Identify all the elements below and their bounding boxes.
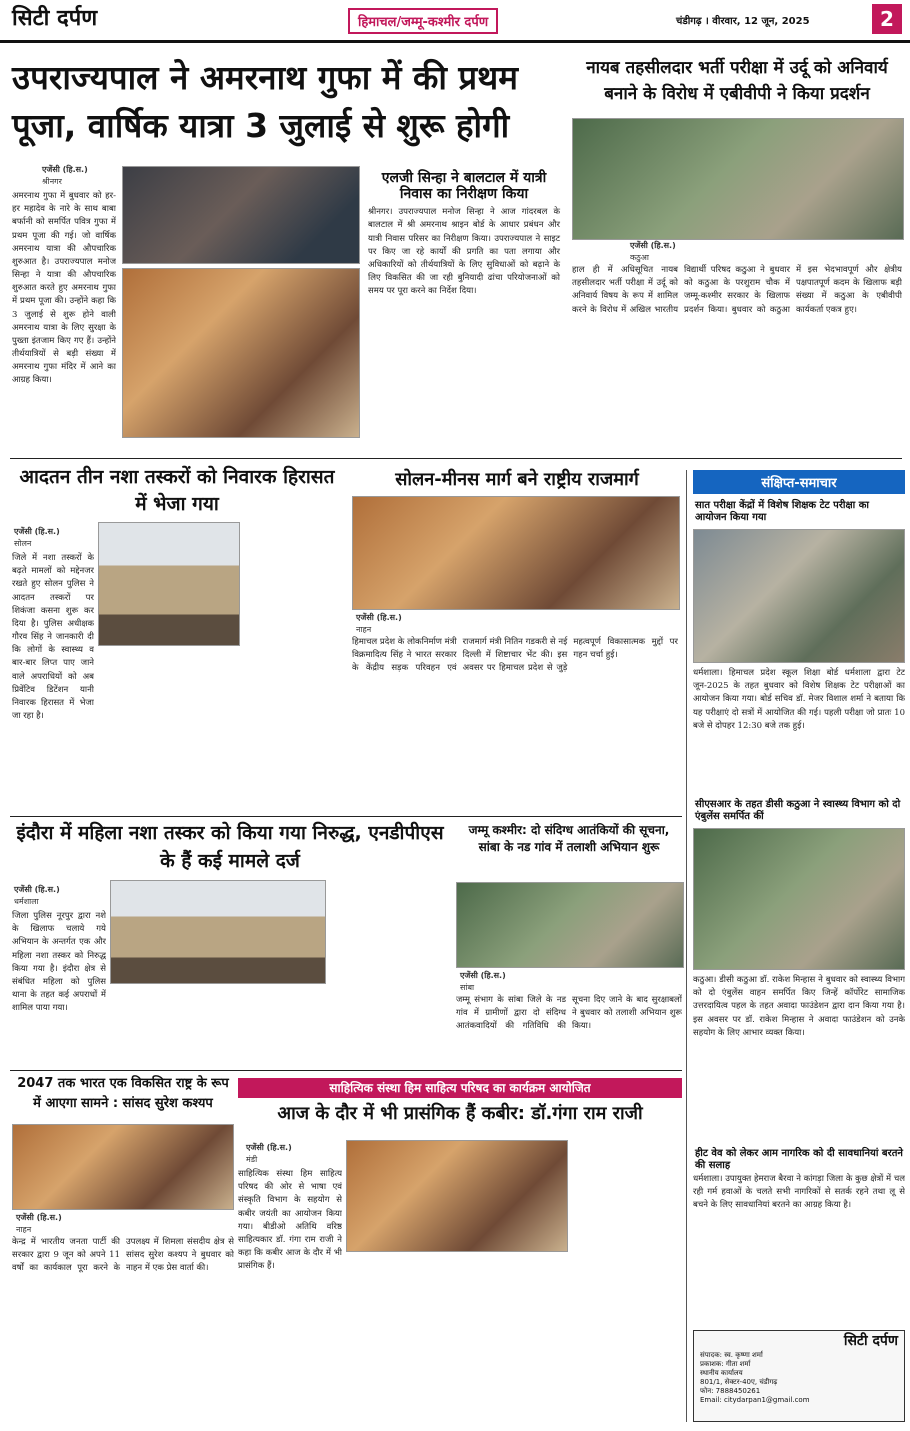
story2-box — [366, 168, 562, 451]
imprint-line-0: संपादक: स्व. कृष्णा शर्मा — [700, 1351, 763, 1360]
page-number: 2 — [872, 4, 902, 34]
brief1-title: सात परीक्षा केंद्रों में विशेष शिक्षक टेट परीक्षा का आयोजन किया गया — [695, 500, 870, 523]
story7-headline: जम्मू कश्मीर: दो संदिग्ध आतंकियों की सूचना, सांबा के नड गांव में तलाशी अभियान शुरू — [468, 823, 670, 855]
kabir-jayanti-photo — [346, 1140, 568, 1252]
imprint-logo: सिटी दर्पण — [843, 1333, 898, 1349]
story8-place: नाहन — [16, 1225, 32, 1234]
story6-headline: इंदौरा में महिला नशा तस्कर को किया गया निरुद्ध, एनडीपीएस के हैं कई मामले दर्ज — [16, 822, 444, 872]
story9-byline: एजेंसी (हि.स.) — [246, 1143, 292, 1152]
story6-byline: एजेंसी (हि.स.) — [14, 885, 60, 894]
story4-headline: आदतन तीन नशा तस्करों को निवारक हिरासत में भेजा गया — [19, 466, 335, 515]
amarnath-cave-photo — [122, 166, 360, 264]
story5-body: हिमाचल प्रदेश के लोकनिर्माण मंत्री विक्रमादित्य सिंह ने भारत सरकार के केंद्रीय सड़क परिवहन एवं राजमार्ग मंत्री नितिन गडकरी से नई दिल्ली में शिष्टाचार भेंट की। इस अवसर पर हिमाचल प्रदेश से जुड़े महत्वपूर्ण विकासात्मक मुद्दों पर गहन चर्चा हुई। — [352, 637, 678, 674]
story3-body: हाल ही में अधिसूचित नायब तहसीलदार भर्ती परीक्षा में उर्दू को अनिवार्य विषय के रूप में शामिल करने के विरोध में अखिल भारतीय विद्यार्थी परिषद कठुआ ने बुधवार को कठुआ के परशुराम चौक में जम्मू-कश्मीर सरकार के खिलाफ प्रदर्शन किया। बुधवार को कठुआ में इस भेदभावपूर्ण और क्षेत्रीय पक्षपातपूर्ण कदम के खिलाफ बड़ी संख्या में कठुआ के एबीवीपी कार्यकर्ता एकत्र हुए। — [572, 265, 902, 315]
story4-body: जिले में नशा तस्करों के बढ़ते मामलों को मद्देनजर रखते हुए सोलन पुलिस ने आदतन तस्करों पर शिकंजा कसना शुरू कर दिया है। पुलिस अधीक्षक गौरव सिंह ने जानकारी दी कि लोगों के स्वास्थ्य व बार-बार लिप्त पाए जाने वाले अपराधियों को अब प्रिवेंटिव डिटेंशन यानी निवारक हिरासत में भेजा जा रहा है। — [12, 553, 94, 722]
imprint-line-2: स्थानीय कार्यालय — [700, 1369, 743, 1378]
ambulance-photo — [693, 828, 905, 970]
sidebar-header: संक्षिप्त-समाचार — [693, 470, 905, 494]
lg-puja-photo — [122, 268, 360, 438]
story8-byline: एजेंसी (हि.स.) — [16, 1213, 62, 1222]
section-banner: हिमाचल/जम्मू-कश्मीर दर्पण — [348, 8, 498, 34]
imprint-box — [693, 1330, 905, 1422]
brief2-body: कठुआ। डीसी कठुआ डॉ. राकेश मिन्हास ने बुधवार को स्वास्थ्य विभाग को दो एंबुलेंस वाहन समर्पित किए जिन्हें कॉर्पोरेट सामाजिक उत्तरदायित्व पहल के तहत अवादा फाउंडेशन द्वारा दान किया गया है। इस अवसर पर डॉ. राकेश मिन्हास ने अवादा फाउंडेशन को उनके सहयोग के लिए आभार व्यक्त किया। — [693, 975, 905, 1038]
story3-headline: नायब तहसीलदार भर्ती परीक्षा में उर्दू को अनिवार्य बनाने के विरोध में एबीवीपी ने किया प्रदर्शन — [586, 58, 888, 104]
story3-place: कठुआ — [630, 253, 649, 262]
masthead-logo: सिटी दर्पण — [12, 6, 98, 31]
brief2-title: सीएसआर के तहत डीसी कठुआ ने स्वास्थ्य विभाग को दो एंबुलेंस समर्पित कीं — [695, 799, 901, 822]
story9-headline: आज के दौर में भी प्रासंगिक हैं कबीर: डॉ.गंगा राम राजी — [277, 1103, 643, 1124]
story1-body-cont — [12, 436, 360, 452]
story3-byline: एजेंसी (हि.स.) — [630, 241, 676, 250]
indora-police-photo — [110, 880, 326, 984]
brief3-title: हीट वेव को लेकर आम नागरिक को दी सावधानियां बरतने की सलाह — [695, 1148, 903, 1171]
minister-meeting-photo — [352, 496, 680, 610]
imprint-line-4: फोन: 7888450261 — [700, 1387, 761, 1396]
story7-body: जम्मू संभाग के सांबा जिले के नड गांव में ग्रामीणों द्वारा दो संदिग्ध आतंकवादियों की गतिविधि की सूचना दिए जाने के बाद सुरक्षाबलों ने बुधवार को तलाशी अभियान शुरू किया। — [456, 995, 682, 1032]
story2-body: श्रीनगर। उपराज्यपाल मनोज सिन्हा ने आज गांदरबल के बालटाल में श्री अमरनाथ श्राइन बोर्ड के आधार प्रबंधन और यात्री निवास परिसर का निरीक्षण किया। उपराज्यपाल ने साइट पर किए जा रहे कार्यों की प्रगति का पता लगाया और अधिकारियों को तीर्थयात्रियों के लिए सुविधाओं को बढ़ाने के लिए विकसित की जा रही बुनियादी ढांचा परियोजनाओं को समय पर पूरा करने का निर्देश दिया। — [368, 207, 560, 297]
imprint-line-5: Email: citydarpan1@gmail.com — [700, 1396, 810, 1405]
story6-body: जिला पुलिस नूरपुर द्वारा नशे के खिलाफ चलाये गये अभियान के अन्तर्गत एक और महिला नशा तस्कर को निरुद्ध किया गया है। इंदौरा क्षेत्र से संबंधित महिला को पुलिस थाना के तहत कई अपराधों में शामिल पाया गया। — [12, 911, 106, 1014]
story6-body-col2 — [110, 986, 324, 1064]
brief3-body: धर्मशाला। उपायुक्त हेमराज बैरवा ने कांगड़ा जिला के कुछ क्षेत्रों में चल रही गर्म हवाओं के चलते सभी नागरिकों से सतर्क रहने तथा लू से बचने के लिए सावधानियां बरतने का आग्रह किया है। — [693, 1174, 905, 1211]
divider-low — [10, 1070, 682, 1071]
story8-body: केन्द्र में भारतीय जनता पार्टी की सरकार द्वारा 9 जून को अपने 11 वर्षों का कार्यकाल पूरा करने के उपलक्ष्य में शिमला संसदीय क्षेत्र से सांसद सुरेश कश्यप ने बुधवार को नाहन में एक प्रेस वार्ता की। — [12, 1237, 234, 1274]
story9-body-col2 — [346, 1254, 566, 1422]
abvp-protest-photo — [572, 118, 904, 240]
story9-body: साहित्यिक संस्था हिम साहित्य परिषद की ओर से भाषा एवं संस्कृति विभाग के सहयोग से कबीर जयंती का आयोजन किया गया। बीडीओ अतिथि वरिष्ठ साहित्यकार डॉ. गंगा राम राजी ने कहा कि कबीर आज के दौर में भी प्रासंगिक हैं। — [238, 1169, 342, 1272]
sidebar — [686, 470, 905, 1422]
samba-search-photo — [456, 882, 684, 968]
story4-body-col3 — [244, 522, 342, 812]
story1-body: अमरनाथ गुफा में बुधवार को हर-हर महादेव के नारे के साथ बाबा बर्फानी को समर्पित पवित्र गुफा में प्रथम पूजा की गई। जो वार्षिक अमरनाथ यात्रा की औपचारिक शुरुआत है। उपराज्यपाल मनोज सिन्हा ने यात्रा की औपचारिक शुरुआत करते हुए अमरनाथ गुफा में प्रथम पूजा की। उन्होंने कहा कि 3 जुलाई से शुरू होने वाली अमरनाथ यात्रा के लिए सुरक्षा के पुख्ता इंतजाम किए गए हैं। उन्होंने तीर्थयात्रियों से बड़ी संख्या में अमरनाथ गुफा मंदिर में आने का आग्रह किया। — [12, 191, 116, 386]
story4-place: सोलन — [14, 539, 32, 548]
story4-body-col2 — [98, 648, 238, 812]
story6-body-col3 — [330, 880, 448, 1064]
divider-mid — [10, 816, 682, 817]
story4-byline: एजेंसी (हि.स.) — [14, 527, 60, 536]
story5-place: नाहन — [356, 625, 372, 634]
imprint-line-3: 801/1, सेक्टर-40ए, चंडीगढ़ — [700, 1378, 778, 1387]
story9-place: मंडी — [246, 1155, 258, 1164]
imprint-line-1: प्रकाशक: गीता शर्मा — [700, 1360, 751, 1369]
story6-place: धर्मशाला — [14, 897, 39, 906]
divider-top — [10, 458, 902, 459]
story5-byline: एजेंसी (हि.स.) — [356, 613, 402, 622]
story1-byline: एजेंसी (हि.स.) — [42, 165, 88, 174]
solan-police-photo — [98, 522, 240, 646]
brief1-body: धर्मशाला। हिमाचल प्रदेश स्कूल शिक्षा बोर्ड धर्मशाला द्वारा टेट जून-2025 के तहत बुधवार को विशेष शिक्षक टेट परीक्षाओं का आयोजन किया गया। बोर्ड सचिव डॉ. मेजर विशाल शर्मा ने बताया कि यह परीक्षाएं दो सत्रों में आयोजित की गई। पहली परीक्षा जो प्रातः 10 बजे से दोपहर 12:30 बजे तक हुई। — [693, 668, 905, 731]
story9-body-col3 — [570, 1140, 682, 1422]
mp-press-photo — [12, 1124, 234, 1210]
lead-headline: उपराज्यपाल ने अमरनाथ गुफा में की प्रथम पूजा, वार्षिक यात्रा 3 जुलाई से शुरू होगी — [12, 58, 518, 145]
story1-place: श्रीनगर — [42, 177, 62, 186]
exam-centre-photo — [693, 529, 905, 663]
story8-headline: 2047 तक भारत एक विकसित राष्ट्र के रूप में आएगा सामने : सांसद सुरेश कश्यप — [17, 1076, 229, 1111]
masthead — [0, 0, 910, 43]
story2-headline: एलजी सिन्हा ने बालटाल में यात्री निवास का निरीक्षण किया — [381, 170, 547, 203]
story9-kicker: साहित्यिक संस्था हिम साहित्य परिषद का कार्यक्रम आयोजित — [238, 1078, 682, 1098]
dateline: चंडीगढ़ । वीरवार, 12 जून, 2025 — [676, 16, 810, 27]
story7-byline: एजेंसी (हि.स.) — [460, 971, 506, 980]
story7-place: सांबा — [460, 983, 475, 992]
story5-headline: सोलन-मीनस मार्ग बने राष्ट्रीय राजमार्ग — [395, 469, 639, 490]
